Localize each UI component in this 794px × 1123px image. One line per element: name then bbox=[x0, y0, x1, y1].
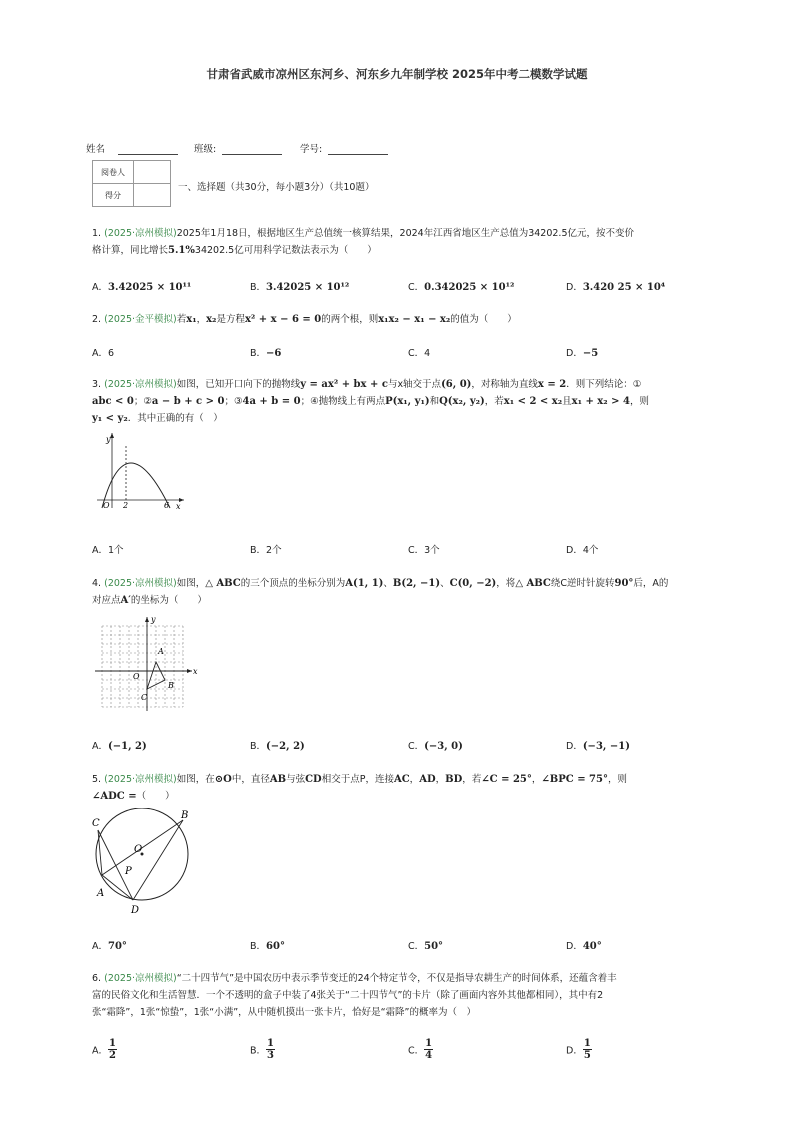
question-source: (2025·凉州模拟) bbox=[104, 774, 177, 785]
option-c[interactable]: C．50° bbox=[408, 941, 444, 952]
vertex-b-label: B bbox=[168, 681, 174, 690]
reviewer-cell[interactable] bbox=[134, 161, 171, 184]
origin-label: O bbox=[133, 672, 140, 681]
y-axis-arrow-icon bbox=[145, 617, 149, 622]
option-d[interactable]: D．−5 bbox=[566, 348, 599, 359]
y-axis-arrow-icon bbox=[110, 433, 114, 438]
name-blank[interactable] bbox=[118, 144, 178, 155]
option-c[interactable]: C．(−3, 0) bbox=[408, 741, 463, 752]
point-b-label: B bbox=[181, 810, 189, 821]
class-blank[interactable] bbox=[222, 144, 282, 155]
page-title: 甘肃省武威市凉州区东河乡、河东乡九年制学校 2025年中考二模数学试题 bbox=[206, 67, 588, 81]
option-c[interactable]: C．4 bbox=[408, 348, 431, 359]
option-b[interactable]: B．−6 bbox=[250, 348, 282, 359]
question-4: 4. (2025·凉州模拟)如图，△ ABC的三个顶点的坐标分别为A(1, 1)、B(2, −1)、C(0, −2)，将△ ABC绕C逆时针旋转90°后，A的 对应点A′的坐标为（ ） bbox=[92, 578, 669, 606]
option-c[interactable]: C．0.342025 × 10¹² bbox=[408, 282, 515, 293]
question-5: 5. (2025·凉州模拟)如图，在⊙O中，直径AB与弦CD相交于点P，连接AC，AD，BD，若∠C = 25°，∠BPC = 75°，则 ∠ADC =（ ） bbox=[92, 774, 627, 802]
option-a[interactable]: A．6 bbox=[92, 348, 115, 359]
option-d[interactable]: D． $\frac{1}{5}$ bbox=[566, 1038, 591, 1061]
option-b[interactable]: B． $\frac{1}{3}$ bbox=[250, 1038, 274, 1061]
id-blank[interactable] bbox=[328, 144, 388, 155]
option-b[interactable]: B．3.42025 × 10¹² bbox=[250, 282, 350, 293]
x-axis-arrow-icon bbox=[187, 669, 192, 673]
option-d[interactable]: D．4个 bbox=[566, 545, 599, 556]
option-a[interactable]: A．1个 bbox=[92, 545, 124, 556]
option-b[interactable]: B．(−2, 2) bbox=[250, 741, 305, 752]
question-source: (2025·金平模拟) bbox=[104, 314, 177, 325]
y-label: y bbox=[106, 435, 111, 444]
name-label: 姓名 bbox=[86, 144, 106, 155]
origin-label: O bbox=[103, 501, 110, 510]
name-field[interactable] bbox=[86, 141, 178, 155]
point-c-label: C bbox=[92, 818, 100, 829]
option-c[interactable]: C． $\frac{1}{4}$ bbox=[408, 1038, 433, 1061]
class-label: 班级: bbox=[194, 144, 217, 155]
option-a[interactable]: A．3.42025 × 10¹¹ bbox=[92, 282, 192, 293]
question-6: 6. (2025·凉州模拟)“二十四节气”是中国农历中表示季节变迁的24个特定节令，不仅是指导农耕生产的时间体系，还蕴含着丰 富的民俗文化和生活智慧．一个不透明的盒子中装了4张关于“二十四节气”的卡片（除了画面内容外其他都相同），其中有2 张“霜降”，1张“惊蛰”，1张“小满”，从中随机摸出一张卡片，恰好是“霜降”的概率为（ ） bbox=[92, 973, 617, 1018]
point-o-label: O bbox=[134, 844, 143, 855]
class-field[interactable] bbox=[194, 141, 282, 155]
option-a[interactable]: A． $\frac{1}{2}$ bbox=[92, 1038, 116, 1061]
option-d[interactable]: D．40° bbox=[566, 941, 602, 952]
student-id-field[interactable] bbox=[300, 141, 388, 155]
parabola-figure bbox=[92, 428, 192, 513]
vertex-a-label: A bbox=[158, 647, 164, 656]
id-label: 学号: bbox=[300, 144, 323, 155]
question-source: (2025·凉州模拟) bbox=[104, 379, 177, 390]
point-d-label: D bbox=[131, 905, 140, 916]
question-source: (2025·凉州模拟) bbox=[104, 228, 177, 239]
y-label: y bbox=[151, 615, 156, 624]
option-d[interactable]: D．(−3, −1) bbox=[566, 741, 630, 752]
tick-2-label: 2 bbox=[123, 501, 129, 510]
segment-bd bbox=[133, 820, 183, 900]
question-3: 3. (2025·凉州模拟)如图，已知开口向下的抛物线y = ax² + bx + c与x轴交于点(6, 0)，对称轴为直线x = 2．则下列结论：① abc < 0；②a − b + c > 0；③4a + b = 0；④抛物线上有两点P(x₁, y₁)和Q(x₂, y₂)，若x₁ < 2 < x₂且x₁ + x₂ > 4，则 y₁ < y₂．其中正确的有（ ） bbox=[92, 379, 649, 424]
circle-figure bbox=[88, 808, 200, 920]
reviewer-label: 阅卷人 bbox=[93, 161, 134, 184]
score-cell[interactable] bbox=[134, 184, 171, 207]
option-a[interactable]: A．70° bbox=[92, 941, 127, 952]
option-b[interactable]: B．2个 bbox=[250, 545, 282, 556]
option-b[interactable]: B．60° bbox=[250, 941, 285, 952]
x-label: x bbox=[193, 667, 198, 676]
question-2: 2. (2025·金平模拟)若x₁，x₂是方程x² + x − 6 = 0的两个根，则x₁x₂ − x₁ − x₂的值为（ ） bbox=[92, 314, 517, 325]
x-label: x bbox=[176, 502, 181, 511]
grid-figure bbox=[92, 614, 204, 714]
segment-ad bbox=[102, 875, 133, 900]
diameter-ab bbox=[102, 820, 183, 875]
score-label: 得分 bbox=[93, 184, 134, 207]
question-1: 1. (2025·凉州模拟)2025年1月18日，根据地区生产总值统一核算结果，2024年江西省地区生产总值为34202.5亿元，按不变价 格计算，同比增长5.1%34202.5亿可用科学记数法表示为（ ） bbox=[92, 228, 634, 256]
option-a[interactable]: A．(−1, 2) bbox=[92, 741, 147, 752]
question-source: (2025·凉州模拟) bbox=[104, 578, 177, 589]
score-table bbox=[92, 160, 171, 207]
point-a-label: A bbox=[97, 888, 105, 899]
option-d[interactable]: D．3.420 25 × 10⁴ bbox=[566, 282, 666, 293]
question-source: (2025·凉州模拟) bbox=[104, 973, 177, 984]
point-p-label: P bbox=[125, 866, 132, 877]
section-heading: 一、选择题（共30分，每小题3分）（共10题） bbox=[178, 182, 375, 193]
tick-6-label: 6 bbox=[164, 501, 170, 510]
vertex-c-label: C bbox=[141, 693, 148, 702]
option-c[interactable]: C．3个 bbox=[408, 545, 440, 556]
